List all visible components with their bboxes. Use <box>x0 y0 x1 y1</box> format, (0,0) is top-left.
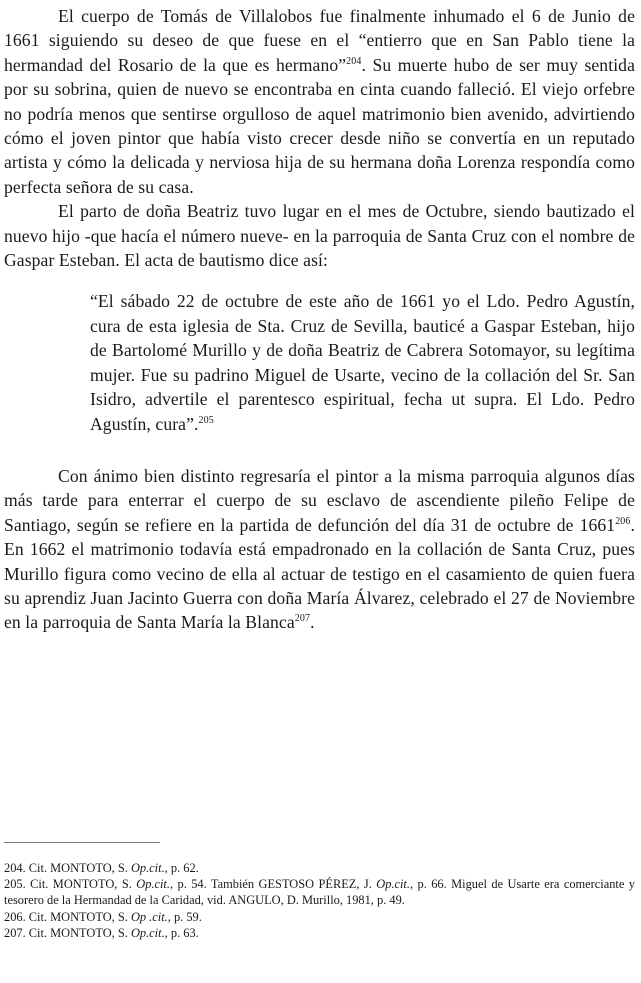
footnote-text: Cit. MONTOTO, S. <box>28 909 131 924</box>
paragraph-3-text-cont: . En 1662 el matrimonio todavía está empadronado en la collación de Santa Cruz, pues Murillo figura como vecino de ella al actuar de testigo en el casamiento de quien fuera su aprendiz Juan Jacinto Guerra con doña María Álvarez, celebrado el 27 de Noviembre en la parroquia de Santa María la Blanca <box>4 514 635 633</box>
block-quote-text: “El sábado 22 de octubre de este año de 1661 yo el Ldo. Pedro Agustín, cura de esta iglesia de Sta. Cruz de Sevilla, bauticé a Gaspar Esteban, hijo de Bartolomé Murillo y de doña Beatriz de Cabrera Sotomayor, su legítima mujer. Fue su padrino Miguel de Usarte, vecino de la collación del Sr. San Isidro, advertile el parentesco espiritual, fecha ut supra. El Ldo. Pedro Agustín, cura”. <box>90 291 635 434</box>
block-quote <box>90 289 635 435</box>
footnote-italic: Op.cit. <box>130 861 165 875</box>
footnote-text: , p. 54. También GESTOSO PÉREZ, J. <box>169 877 377 892</box>
footnote-italic: Op .cit. <box>130 909 168 924</box>
paragraph-2-text: El parto de doña Beatriz tuvo lugar en el mes de Octubre, siendo bautizado el nuevo hijo -que hacía el número nueve- en la parroquia de Santa Cruz con el nombre de Gaspar Esteban. El acta de bautismo dice así: <box>4 201 635 271</box>
paragraph-1-text-cont: . Su muerte hubo de ser muy sentida por su sobrina, quien de nuevo se encontraba en cinta cuando falleció. El viejo orfebre no podría menos que sentirse orgulloso de aquel matrimonio bien avenido, advirtiendo cómo el joven pintor que había visto crecer desde niño se convertía en un reputado artista y cómo la delicada y nerviosa hija de su hermana doña Lorenza respondía como perfecta señora de su casa. <box>4 54 635 197</box>
footnote-206 <box>4 909 635 925</box>
footnote-204 <box>4 860 635 876</box>
footnote-ref-205[interactable]: 205 <box>198 414 214 426</box>
page-body <box>4 4 635 635</box>
footnote-207 <box>4 925 635 941</box>
paragraph-3-text-end: . <box>310 612 315 633</box>
footnote-ref-204[interactable]: 204 <box>346 55 362 67</box>
footnote-number: 207. <box>4 925 26 940</box>
footnote-text: , p. 66. Miguel de Usarte era comerciante y tesorero de la Hermandad de la Caridad, vid. ANGULO, D. Murillo, 1981, p. 49. <box>4 877 635 908</box>
footnote-italic: Op.cit. <box>130 925 165 940</box>
footnote-number: 206. <box>4 909 26 924</box>
footnote-text: Cit. MONTOTO, S. <box>28 925 131 940</box>
footnote-italic: Op.cit. <box>376 877 410 892</box>
footnote-number: 205. <box>4 877 26 892</box>
footnote-text: , p. 62. <box>164 861 199 875</box>
paragraph-3-text: Con ánimo bien distinto regresaría el pintor a la misma parroquia algunos días más tarde para enterrar el cuerpo de su esclavo de ascendiente pileño Felipe de Santiago, según se refiere en la partida de defunción del día 31 de octubre de 1661 <box>4 465 635 535</box>
footnote-text: , p. 63. <box>164 925 199 940</box>
paragraph-3 <box>4 464 635 635</box>
footnote-text: Cit. MONTOTO, S. <box>28 861 131 875</box>
footnote-italic: Op.cit. <box>136 877 170 892</box>
footnote-number: 204. <box>4 861 26 875</box>
paragraph-1 <box>4 4 635 199</box>
paragraph-2 <box>4 199 635 272</box>
footnote-ref-207[interactable]: 207 <box>294 613 311 625</box>
footnote-text: , p. 59. <box>167 909 202 924</box>
paragraph-1-text: El cuerpo de Tomás de Villalobos fue finalmente inhumado el 6 de Junio de 1661 siguiendo su deseo de que fuese en el “entierro que en San Pablo tiene la hermandad del Rosario de la que es hermano” <box>4 6 635 75</box>
footnote-text: Cit. MONTOTO, S. <box>30 877 137 892</box>
footnote-ref-206[interactable]: 206 <box>615 515 631 527</box>
footnote-205 <box>4 876 635 908</box>
footnotes <box>4 860 635 941</box>
footnote-divider <box>4 842 160 843</box>
